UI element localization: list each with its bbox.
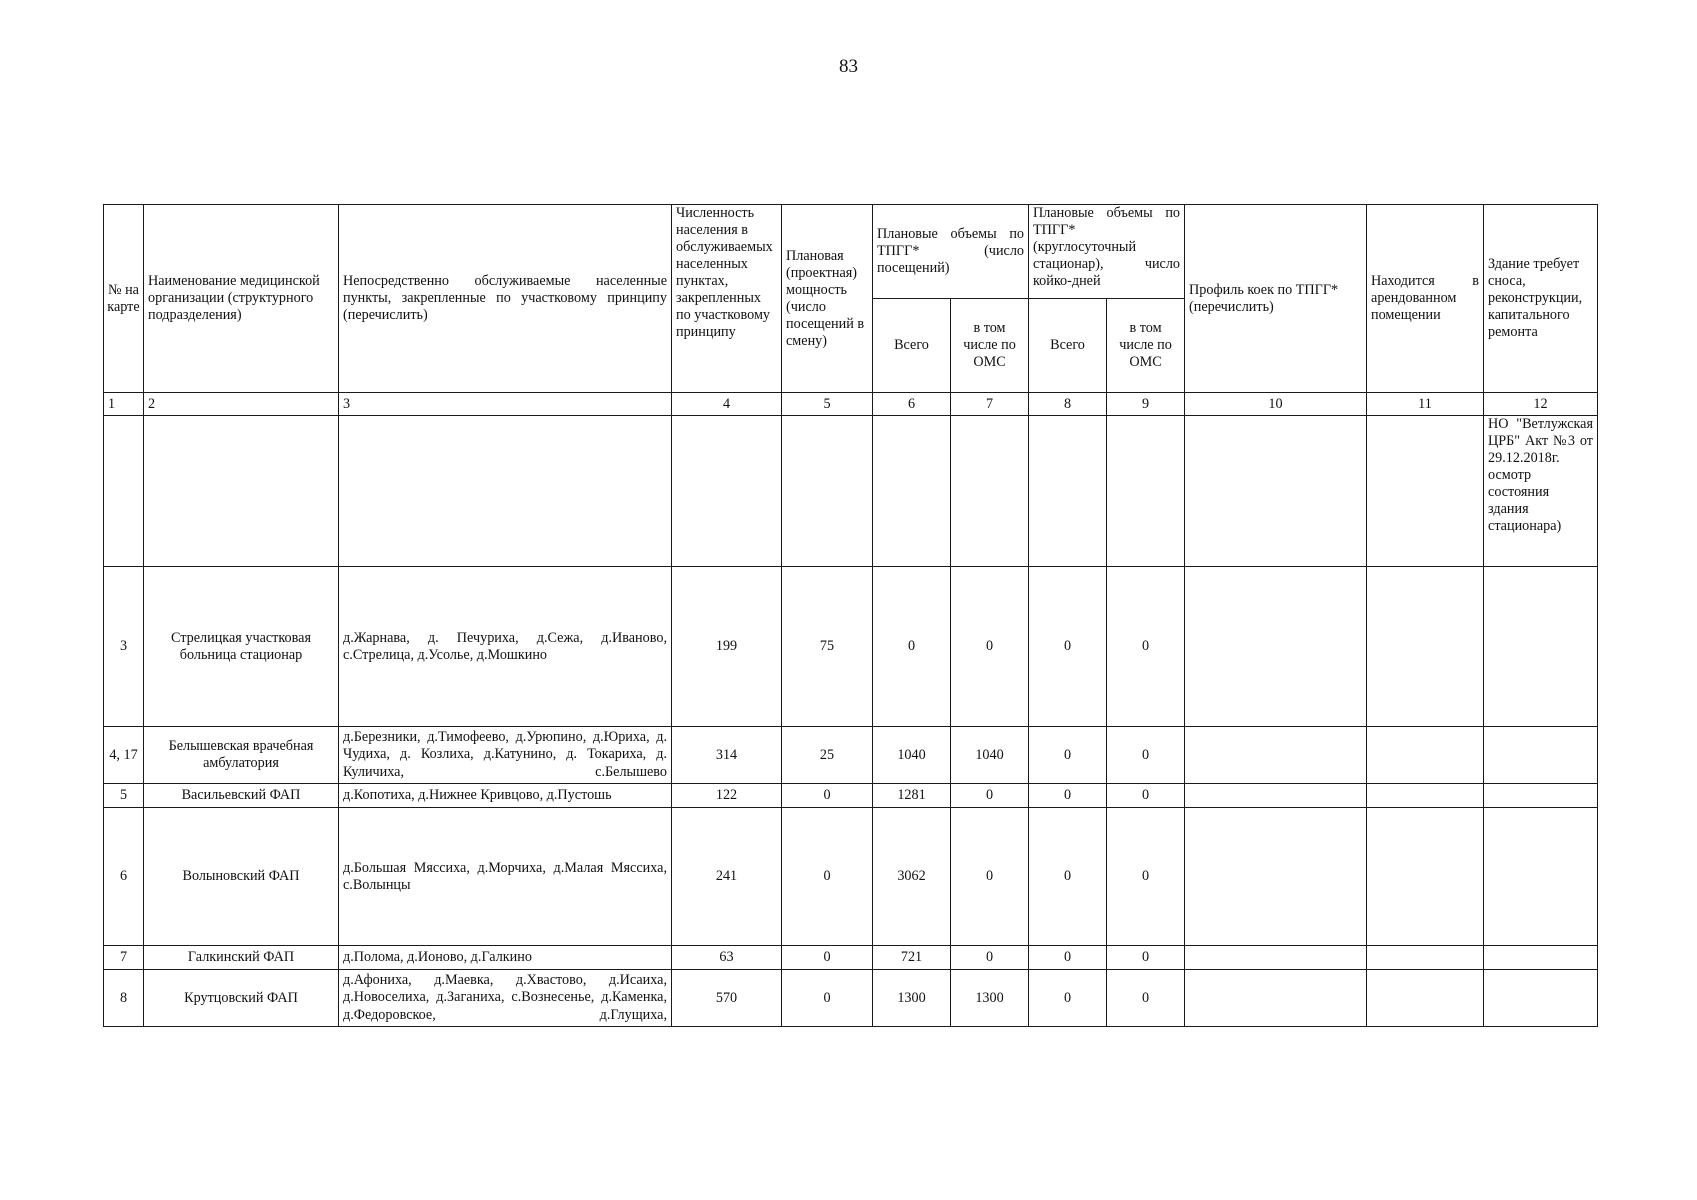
organization-name: Стрелицкая участковая больница стационар (144, 567, 339, 727)
table-cell (951, 416, 1029, 567)
rented-premises (1367, 784, 1484, 808)
beds-total: 0 (1029, 808, 1107, 946)
column-number: 10 (1185, 393, 1367, 416)
map-number: 7 (104, 946, 144, 970)
header-capacity: Плановая (проектная) мощность (число посещений в смену) (782, 205, 873, 393)
table-cell (144, 416, 339, 567)
header-beds-oms: в том числе по ОМС (1107, 299, 1185, 393)
table-row (104, 970, 1598, 1027)
column-number: 12 (1484, 393, 1598, 416)
header-map-number: № на карте (104, 205, 144, 393)
visits-oms: 1040 (951, 727, 1029, 784)
table-row (104, 727, 1598, 784)
column-number: 11 (1367, 393, 1484, 416)
population: 241 (672, 808, 782, 946)
building-repair (1484, 946, 1598, 970)
header-visits-oms: в том числе по ОМС (951, 299, 1029, 393)
building-repair (1484, 808, 1598, 946)
rented-premises (1367, 567, 1484, 727)
header-population: Численность населения в обслуживаемых населенных пунктах, закрепленных по участковому принципу (672, 205, 782, 393)
table-cell (104, 416, 144, 567)
visits-oms: 0 (951, 808, 1029, 946)
page-number: 83 (839, 56, 858, 77)
beds-total: 0 (1029, 946, 1107, 970)
map-number: 5 (104, 784, 144, 808)
capacity: 0 (782, 784, 873, 808)
column-number: 2 (144, 393, 339, 416)
table-cell (1107, 416, 1185, 567)
settlements: д.Полома, д.Ионово, д.Галкино (339, 946, 672, 970)
settlements: д.Жарнава, д. Печуриха, д.Сежа, д.Иваново, с.Стрелица, д.Усолье, д.Мошкино (339, 567, 672, 727)
table-cell (1029, 416, 1107, 567)
settlements: д.Большая Мяссиха, д.Морчиха, д.Малая Мяссиха, с.Волынцы (339, 808, 672, 946)
beds-oms: 0 (1107, 784, 1185, 808)
capacity: 0 (782, 946, 873, 970)
column-number-row (104, 393, 1598, 416)
table-cell (339, 416, 672, 567)
visits-oms: 0 (951, 946, 1029, 970)
header-visits-total: Всего (873, 299, 951, 393)
building-repair (1484, 970, 1598, 1027)
population: 570 (672, 970, 782, 1027)
map-number: 8 (104, 970, 144, 1027)
rented-premises (1367, 946, 1484, 970)
table-cell (1185, 416, 1367, 567)
organization-name: Васильевский ФАП (144, 784, 339, 808)
organization-name: Волыновский ФАП (144, 808, 339, 946)
building-repair (1484, 727, 1598, 784)
beds-oms: 0 (1107, 970, 1185, 1027)
population: 199 (672, 567, 782, 727)
beds-oms: 0 (1107, 808, 1185, 946)
visits-total: 0 (873, 567, 951, 727)
bed-profile (1185, 946, 1367, 970)
continuation-note: НО "Ветлужская ЦРБ" Акт №3 от 29.12.2018г. осмотр состояния здания стационара) (1484, 416, 1598, 567)
beds-oms: 0 (1107, 946, 1185, 970)
population: 122 (672, 784, 782, 808)
settlements: д.Афониха, д.Маевка, д.Хвастово, д.Исаиха, д.Новоселиха, д.Заганиха, с.Вознесенье, д.Каменка, д.Федоровское, д.Глущиха, (339, 970, 672, 1027)
header-beds-total: Всего (1029, 299, 1107, 393)
bed-profile (1185, 970, 1367, 1027)
beds-oms: 0 (1107, 727, 1185, 784)
table-row (104, 784, 1598, 808)
map-number: 4, 17 (104, 727, 144, 784)
map-number: 3 (104, 567, 144, 727)
column-number: 3 (339, 393, 672, 416)
organization-name: Галкинский ФАП (144, 946, 339, 970)
table-row (104, 567, 1598, 727)
beds-total: 0 (1029, 567, 1107, 727)
visits-total: 1300 (873, 970, 951, 1027)
continuation-row (104, 416, 1598, 567)
rented-premises (1367, 727, 1484, 784)
visits-total: 1040 (873, 727, 951, 784)
beds-total: 0 (1029, 784, 1107, 808)
organization-name: Белышевская врачебная амбулатория (144, 727, 339, 784)
visits-oms: 0 (951, 784, 1029, 808)
bed-profile (1185, 784, 1367, 808)
bed-profile (1185, 567, 1367, 727)
header-organization-name: Наименование медицинской организации (структурного подразделения) (144, 205, 339, 393)
column-number: 7 (951, 393, 1029, 416)
capacity: 75 (782, 567, 873, 727)
capacity: 0 (782, 970, 873, 1027)
header-row-top (104, 205, 1598, 299)
organization-name: Крутцовский ФАП (144, 970, 339, 1027)
capacity: 25 (782, 727, 873, 784)
settlements: д.Березники, д.Тимофеево, д.Урюпино, д.Юриха, д. Чудиха, д. Козлиха, д.Катунино, д. Токариха, д. Куличиха, с.Белышево (339, 727, 672, 784)
column-number: 5 (782, 393, 873, 416)
beds-total: 0 (1029, 727, 1107, 784)
header-beds-plan: Плановые объемы по ТПГГ* (круглосуточный стационар), число койко-дней (1029, 205, 1185, 299)
header-bed-profile: Профиль коек по ТПГГ* (перечислить) (1185, 205, 1367, 393)
capacity: 0 (782, 808, 873, 946)
bed-profile (1185, 727, 1367, 784)
column-number: 1 (104, 393, 144, 416)
table-row (104, 808, 1598, 946)
column-number: 8 (1029, 393, 1107, 416)
header-rented-premises: Находится в арендованном помещении (1367, 205, 1484, 393)
rented-premises (1367, 808, 1484, 946)
building-repair (1484, 784, 1598, 808)
settlements: д.Копотиха, д.Нижнее Кривцово, д.Пустошь (339, 784, 672, 808)
building-repair (1484, 567, 1598, 727)
column-number: 9 (1107, 393, 1185, 416)
visits-total: 3062 (873, 808, 951, 946)
map-number: 6 (104, 808, 144, 946)
visits-total: 1281 (873, 784, 951, 808)
table-cell (672, 416, 782, 567)
header-visits-plan: Плановые объемы по ТПГГ* (число посещений) (873, 205, 1029, 299)
table-cell (782, 416, 873, 567)
column-number: 4 (672, 393, 782, 416)
table-cell (1367, 416, 1484, 567)
visits-total: 721 (873, 946, 951, 970)
medical-facilities-table (103, 204, 1598, 1027)
bed-profile (1185, 808, 1367, 946)
table-row (104, 946, 1598, 970)
table-cell (873, 416, 951, 567)
visits-oms: 0 (951, 567, 1029, 727)
beds-oms: 0 (1107, 567, 1185, 727)
header-settlements: Непосредственно обслуживаемые населенные пункты, закрепленные по участковому принципу (перечислить) (339, 205, 672, 393)
population: 314 (672, 727, 782, 784)
beds-total: 0 (1029, 970, 1107, 1027)
rented-premises (1367, 970, 1484, 1027)
population: 63 (672, 946, 782, 970)
header-building-repair: Здание требует сноса, реконструкции, капитального ремонта (1484, 205, 1598, 393)
visits-oms: 1300 (951, 970, 1029, 1027)
column-number: 6 (873, 393, 951, 416)
